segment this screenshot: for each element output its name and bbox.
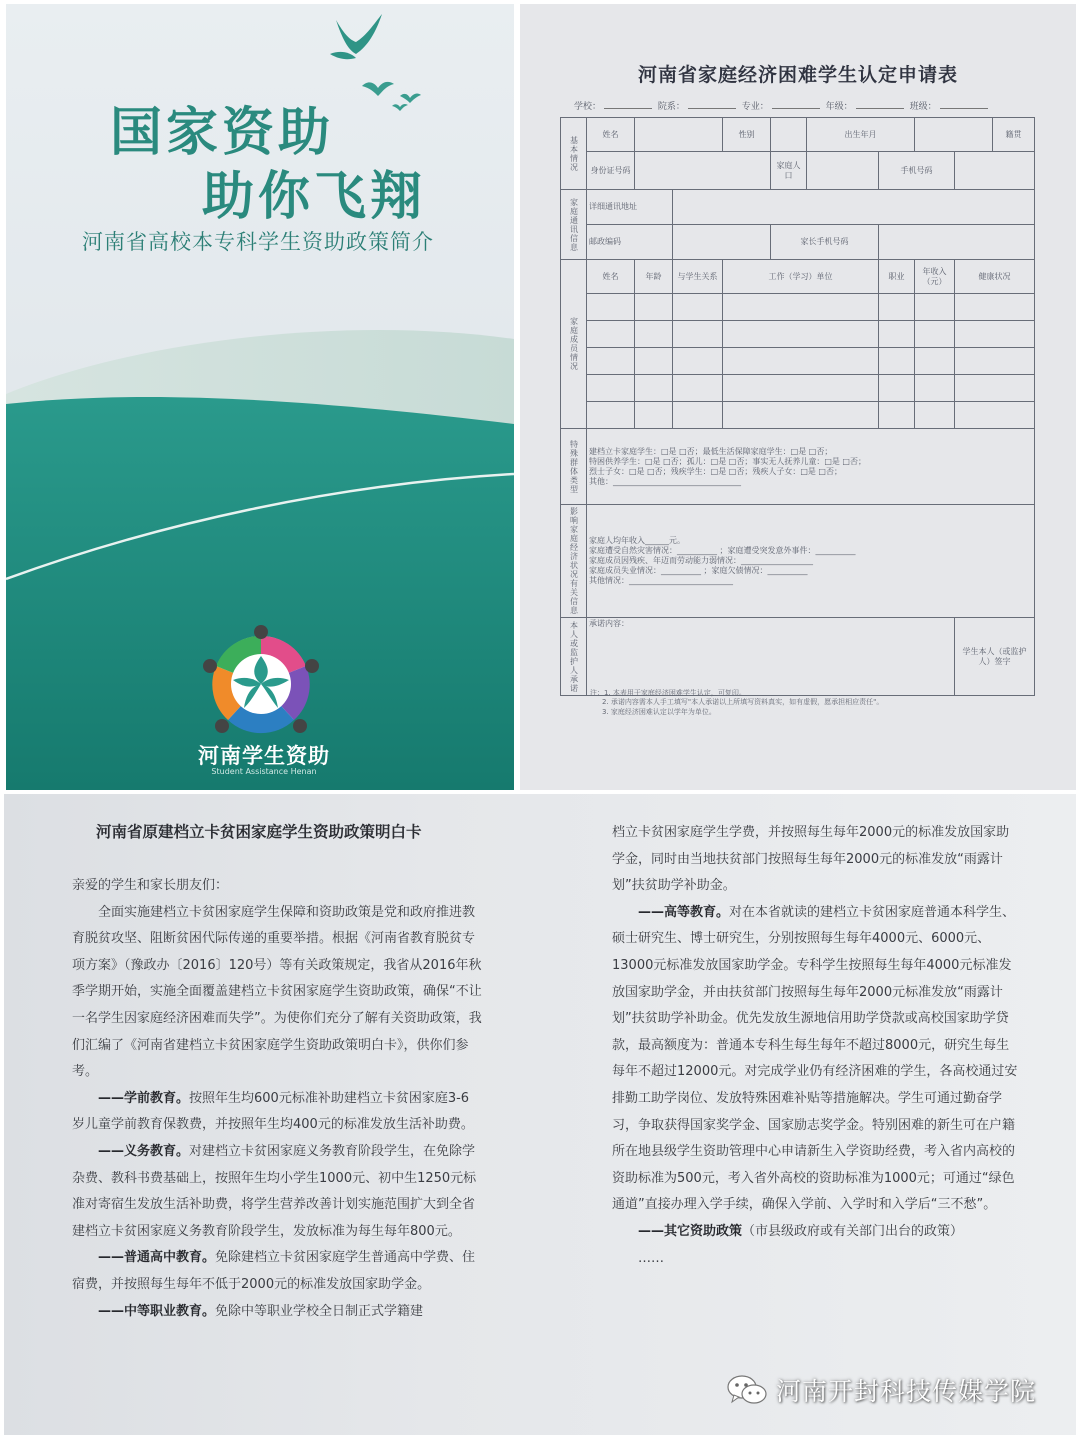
policy-head: ——中等职业教育。 bbox=[98, 1303, 216, 1319]
label-id-number: 身份证号码 bbox=[587, 152, 635, 190]
label-native: 籍贯 bbox=[993, 118, 1035, 152]
cover-subtitle: 河南省高校本专科学生资助政策简介 bbox=[82, 230, 434, 254]
family-row[interactable] bbox=[561, 294, 1035, 321]
policy-card bbox=[4, 794, 1076, 1435]
impact-line: 家庭遭受自然灾害情况：__________ ；家庭遭受突发意外事件：__________ bbox=[589, 546, 856, 555]
family-col-health: 健康状况 bbox=[955, 260, 1035, 294]
statement-label: 承诺内容： bbox=[589, 619, 629, 628]
label-household: 家庭人口 bbox=[771, 152, 807, 190]
family-col-work: 工作（学习）单位 bbox=[723, 260, 879, 294]
special-group-options[interactable] bbox=[587, 429, 1035, 505]
vocational-continued: 档立卡贫困家庭学生学费，并按照每生每年2000元的标准发放国家助学金，同时由当地扶贫部门按照每生每年2000元的标准发放“雨露计划”扶贫助学补助金。 bbox=[612, 825, 1010, 894]
header-grade: 年级： bbox=[825, 102, 853, 112]
section-contact: 家庭通讯信息 bbox=[561, 190, 587, 260]
section-statement: 本人或监护人承诺 bbox=[561, 618, 587, 696]
form-notes bbox=[590, 689, 1060, 717]
greeting: 亲爱的学生和家长朋友们： bbox=[72, 878, 229, 893]
card-left-column bbox=[72, 873, 482, 1325]
form-table bbox=[560, 117, 1035, 696]
label-parent-mobile: 家长手机号码 bbox=[771, 225, 879, 260]
special-line: 特困供养学生：□是 □否；孤儿：□是 □否；事实无人抚养儿童：□是 □否； bbox=[589, 456, 866, 466]
field-mobile[interactable] bbox=[955, 152, 1035, 190]
form-header-fields bbox=[574, 99, 1044, 112]
logo-english: Student Assistance Henan bbox=[211, 767, 317, 776]
section-special: 特殊群体类型 bbox=[561, 429, 587, 505]
header-school: 学校： bbox=[574, 102, 602, 112]
policy-text: 免除建档立卡贫困家庭学生普通高中学费、住宿费，并按照每生每年不低于2000元的标准发放国家助学金。 bbox=[72, 1250, 476, 1292]
label-mobile: 手机号码 bbox=[879, 152, 955, 190]
field-postcode[interactable] bbox=[673, 225, 771, 260]
policy-head: ——学前教育。 bbox=[98, 1090, 190, 1106]
statement-content[interactable] bbox=[587, 618, 955, 696]
field-name[interactable] bbox=[635, 118, 723, 152]
logo-name: 河南学生资助 bbox=[198, 744, 330, 768]
ellipsis: …… bbox=[638, 1250, 664, 1266]
policy-highschool bbox=[72, 1245, 482, 1298]
policy-vocational bbox=[72, 1299, 482, 1326]
wechat-icon bbox=[726, 1373, 768, 1407]
impact-line: 其他情况：__________________________ bbox=[589, 576, 733, 585]
policy-text: 按照年生均600元标准补助建档立卡贫困家庭3-6岁儿童学前教育保教费，并按照年生均400元的标准发放生活补助费。 bbox=[72, 1090, 474, 1133]
policy-other bbox=[612, 1219, 1022, 1246]
application-form bbox=[520, 4, 1076, 790]
policy-text: （市县级政府或有关部门出台的政策） bbox=[742, 1223, 964, 1239]
watermark bbox=[726, 1370, 1036, 1410]
field-address[interactable] bbox=[673, 190, 1035, 225]
header-major: 专业： bbox=[741, 102, 769, 112]
family-row[interactable] bbox=[561, 375, 1035, 402]
impact-info[interactable] bbox=[587, 505, 1035, 618]
watermark-text: 河南开封科技传媒学院 bbox=[776, 1377, 1037, 1406]
field-gender[interactable] bbox=[771, 118, 807, 152]
card-right-column bbox=[612, 820, 1022, 1272]
family-col-relation: 与学生关系 bbox=[673, 260, 723, 294]
section-basic: 基本情况 bbox=[561, 118, 587, 190]
note-line: 2. 承诺内容需本人手工填写"本人承诺以上所填写资料真实，如有虚假，愿承担相应责任"。 bbox=[602, 698, 884, 707]
family-col-name: 姓名 bbox=[587, 260, 635, 294]
policy-head: ——普通高中教育。 bbox=[98, 1250, 216, 1266]
policy-head: ——其它资助政策 bbox=[638, 1223, 743, 1239]
family-col-job: 职业 bbox=[879, 260, 915, 294]
note-line: 3. 家庭经济困难认定以学年为单位。 bbox=[602, 707, 716, 716]
policy-head: ——义务教育。 bbox=[98, 1143, 190, 1159]
impact-line: 家庭成员因残疾、年迈而劳动能力弱情况：__________________ bbox=[589, 556, 813, 565]
field-birth[interactable] bbox=[915, 118, 993, 152]
label-birth: 出生年月 bbox=[807, 118, 915, 152]
family-col-income: 年收入（元） bbox=[915, 260, 955, 294]
field-household[interactable] bbox=[807, 152, 879, 190]
special-line: 建档立卡家庭学生：□是 □否；最低生活保障家庭学生：□是 □否； bbox=[589, 446, 833, 456]
impact-line: 家庭成员失业情况：__________ ；家庭欠债情况：__________ bbox=[589, 566, 808, 575]
header-department: 院系： bbox=[657, 102, 685, 112]
special-line: 烈士子女：□是 □否；残疾学生：□是 □否；残疾人子女：□是 □否； bbox=[589, 466, 842, 476]
field-id-number[interactable] bbox=[635, 152, 771, 190]
label-postcode: 邮政编码 bbox=[587, 225, 673, 260]
impact-line: 家庭人均年收入______元。 bbox=[589, 536, 685, 545]
student-aid-logo-icon bbox=[196, 622, 326, 738]
policy-head: ——高等教育。 bbox=[638, 904, 730, 920]
family-col-age: 年龄 bbox=[635, 260, 673, 294]
special-line: 其他：________________________________ bbox=[589, 476, 741, 486]
label-name: 姓名 bbox=[587, 118, 635, 152]
cover-title-line2: 助你飞翔 bbox=[202, 166, 427, 227]
policy-compulsory bbox=[72, 1139, 482, 1245]
intro-paragraph: 全面实施建档立卡贫困家庭学生保障和资助政策是党和政府推进教育脱贫攻坚、阻断贫困代际传递的重要举措。根据《河南省教育脱贫专项方案》（豫政办〔2016〕120号）等有关政策规定，我省从2016年秋季学期开始，实施全面覆盖建档立卡贫困家庭学生资助政策，确保“不让一名学生因家庭经济困难而失学”。为使你们充分了解有关资助政策，我们汇编了《河南省建档立卡贫困家庭学生资助政策明白卡》，供你们参考。 bbox=[72, 904, 482, 1080]
card-title: 河南省原建档立卡贫困家庭学生资助政策明白卡 bbox=[96, 822, 422, 841]
family-row[interactable] bbox=[561, 348, 1035, 375]
policy-preschool bbox=[72, 1086, 482, 1139]
header-class: 班级： bbox=[909, 102, 937, 112]
policy-text: 对在本省就读的建档立卡贫困家庭普通本科学生、硕士研究生、博士研究生，分别按照每生每年4000元、6000元、13000元标准发放国家助学金。专科学生按照每生每年4000元标准发放国家助学金，并由扶贫部门按照每生每年2000元标准发放“雨露计划”扶贫助学补助金。优先发放生源地信用助学贷款或高校国家助学贷款，最高额度为：普通本专科生每生每年不超过8000元，研究生每生每年不超过12000元。对完成学业仍有经济困难的学生，各高校通过安排勤工助学岗位、发放特殊困难补贴等措施解决。学生可通过勤奋学习，争取获得国家奖学金、国家励志奖学金。特别困难的新生可在户籍所在地县级学生资助管理中心申请新生入学资助经费，考入省内高校的资助标准为500元，考入省外高校的资助标准为1000元；可通过“绿色通道”直接办理入学手续，确保入学前、入学时和入学后“三不愁”。 bbox=[612, 904, 1018, 1213]
field-parent-mobile[interactable] bbox=[879, 225, 1035, 260]
label-address: 详细通讯地址 bbox=[587, 190, 673, 225]
policy-text: 免除中等职业学校全日制正式学籍建 bbox=[215, 1303, 424, 1319]
family-row[interactable] bbox=[561, 321, 1035, 348]
cover-title-line1: 国家资助 bbox=[110, 102, 335, 163]
policy-higher-education bbox=[612, 900, 1022, 1219]
section-family: 家庭成员情况 bbox=[561, 260, 587, 429]
label-gender: 性别 bbox=[723, 118, 771, 152]
brochure-cover bbox=[6, 4, 514, 790]
note-line: 注：1. 本表用于家庭经济困难学生认定，可复印。 bbox=[590, 689, 746, 697]
signature-label: 学生本人（或监护人）签字 bbox=[955, 618, 1035, 696]
policy-text: 对建档立卡贫困家庭义务教育阶段学生，在免除学杂费、教科书费基础上，按照年生均小学生1000元、初中生1250元标准对寄宿生发放生活补助费，将学生营养改善计划实施范围扩大到全省建档立卡贫困家庭义务教育阶段学生，发放标准为每生每年800元。 bbox=[72, 1143, 477, 1239]
family-row[interactable] bbox=[561, 402, 1035, 429]
form-title: 河南省家庭经济困难学生认定申请表 bbox=[637, 64, 958, 86]
section-impact: 影响家庭经济状况有关信息 bbox=[561, 505, 587, 618]
